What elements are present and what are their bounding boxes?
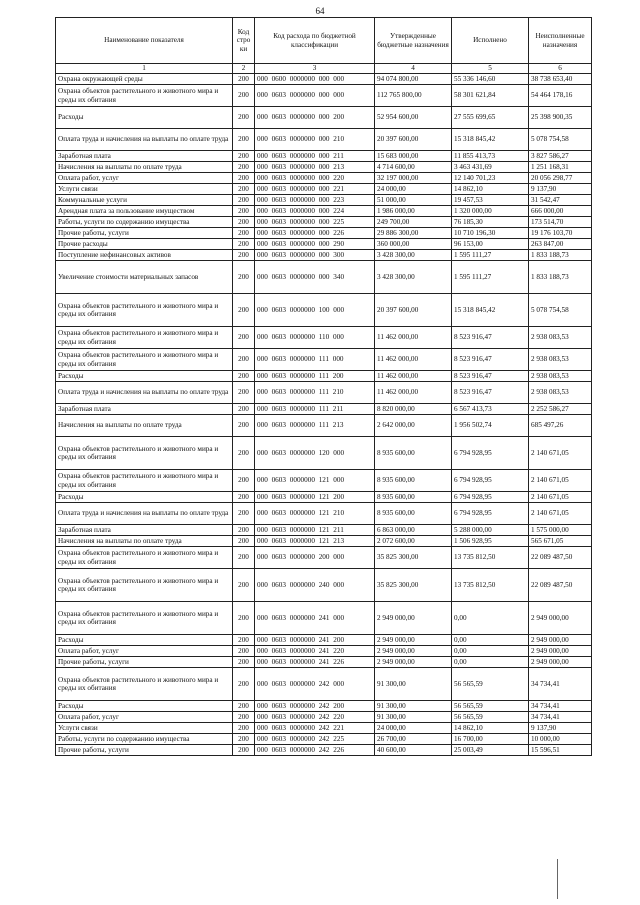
- row-budget-code-cell: 000 0603 0000000 111 200: [255, 371, 375, 382]
- table-row: [56, 162, 592, 173]
- row-executed-cell: 1 320 000,00: [452, 206, 529, 217]
- row-unexecuted-cell: 34 734,41: [529, 712, 592, 723]
- row-executed-cell: 15 318 845,42: [452, 294, 529, 327]
- row-name-cell: Работы, услуги по содержанию имущества: [56, 734, 233, 745]
- row-budget-code-cell: 000 0603 0000000 121 211: [255, 525, 375, 536]
- row-executed-cell: 25 003,49: [452, 745, 529, 756]
- row-approved-cell: 249 700,00: [375, 217, 452, 228]
- row-budget-code-cell: 000 0603 0000000 240 000: [255, 569, 375, 602]
- table-row: [56, 206, 592, 217]
- table-row: [56, 525, 592, 536]
- row-name-cell: Оплата работ, услуг: [56, 646, 233, 657]
- row-approved-cell: 11 462 000,00: [375, 349, 452, 371]
- row-unexecuted-cell: 1 833 188,73: [529, 250, 592, 261]
- table-row: [56, 470, 592, 492]
- row-name-cell: Прочие работы, услуги: [56, 745, 233, 756]
- row-line-cell: 200: [233, 646, 255, 657]
- row-budget-code-cell: 000 0603 0000000 110 000: [255, 327, 375, 349]
- table-row: [56, 151, 592, 162]
- row-line-cell: 200: [233, 74, 255, 85]
- row-unexecuted-cell: 9 137,90: [529, 184, 592, 195]
- row-budget-code-cell: 000 0603 0000000 000 221: [255, 184, 375, 195]
- row-unexecuted-cell: 20 056 298,77: [529, 173, 592, 184]
- table-row: [56, 107, 592, 129]
- table-row: [56, 734, 592, 745]
- row-unexecuted-cell: 2 949 000,00: [529, 635, 592, 646]
- row-name-cell: Оплата труда и начисления на выплаты по оплате труда: [56, 129, 233, 151]
- table-row: [56, 723, 592, 734]
- row-budget-code-cell: 000 0603 0000000 121 000: [255, 470, 375, 492]
- row-executed-cell: 8 523 916,47: [452, 327, 529, 349]
- row-approved-cell: 8 935 600,00: [375, 503, 452, 525]
- row-unexecuted-cell: 31 542,47: [529, 195, 592, 206]
- row-executed-cell: 11 855 413,73: [452, 151, 529, 162]
- row-name-cell: Работы, услуги по содержанию имущества: [56, 217, 233, 228]
- row-budget-code-cell: 000 0603 0000000 242 200: [255, 701, 375, 712]
- row-executed-cell: 76 185,30: [452, 217, 529, 228]
- row-name-cell: Заработная плата: [56, 151, 233, 162]
- row-executed-cell: 6 794 928,95: [452, 470, 529, 492]
- row-name-cell: Расходы: [56, 635, 233, 646]
- row-line-cell: 200: [233, 723, 255, 734]
- row-unexecuted-cell: 15 596,51: [529, 745, 592, 756]
- row-approved-cell: 6 863 000,00: [375, 525, 452, 536]
- row-name-cell: Прочие расходы: [56, 239, 233, 250]
- header-budget-code: Код расхода по бюджетной классификации: [255, 18, 375, 64]
- row-name-cell: Заработная плата: [56, 404, 233, 415]
- row-line-cell: 200: [233, 107, 255, 129]
- row-name-cell: Арендная плата за пользование имуществом: [56, 206, 233, 217]
- row-approved-cell: 52 954 600,00: [375, 107, 452, 129]
- table-row: [56, 217, 592, 228]
- row-name-cell: Увеличение стоимости материальных запасов: [56, 261, 233, 294]
- table-row: [56, 239, 592, 250]
- row-budget-code-cell: 000 0603 0000000 200 000: [255, 547, 375, 569]
- row-budget-code-cell: 000 0603 0000000 000 211: [255, 151, 375, 162]
- table-row: [56, 547, 592, 569]
- row-unexecuted-cell: 2 140 671,05: [529, 492, 592, 503]
- row-name-cell: Охрана объектов растительного и животного мира и среды их обитания: [56, 569, 233, 602]
- table-row: [56, 701, 592, 712]
- row-budget-code-cell: 000 0603 0000000 242 226: [255, 745, 375, 756]
- row-name-cell: Оплата работ, услуг: [56, 173, 233, 184]
- row-approved-cell: 11 462 000,00: [375, 327, 452, 349]
- table-row: [56, 415, 592, 437]
- row-approved-cell: 8 935 600,00: [375, 492, 452, 503]
- row-line-cell: 200: [233, 404, 255, 415]
- table-row: [56, 503, 592, 525]
- row-approved-cell: 8 935 600,00: [375, 437, 452, 470]
- row-budget-code-cell: 000 0603 0000000 111 213: [255, 415, 375, 437]
- row-name-cell: Охрана объектов растительного и животного мира и среды их обитания: [56, 327, 233, 349]
- column-number: 2: [233, 64, 255, 74]
- row-line-cell: 200: [233, 437, 255, 470]
- row-line-cell: 200: [233, 657, 255, 668]
- row-executed-cell: 56 565,59: [452, 701, 529, 712]
- row-executed-cell: 16 700,00: [452, 734, 529, 745]
- row-line-cell: 200: [233, 712, 255, 723]
- row-approved-cell: 112 765 800,00: [375, 85, 452, 107]
- row-executed-cell: 27 555 699,65: [452, 107, 529, 129]
- row-budget-code-cell: 000 0603 0000000 120 000: [255, 437, 375, 470]
- column-number: 3: [255, 64, 375, 74]
- row-unexecuted-cell: 666 000,00: [529, 206, 592, 217]
- budget-execution-table: [55, 17, 592, 756]
- row-approved-cell: 32 197 000,00: [375, 173, 452, 184]
- row-unexecuted-cell: 2 938 083,53: [529, 349, 592, 371]
- row-unexecuted-cell: 1 833 188,73: [529, 261, 592, 294]
- table-row: [56, 602, 592, 635]
- table-row: [56, 492, 592, 503]
- row-executed-cell: 0,00: [452, 602, 529, 635]
- row-approved-cell: 91 300,00: [375, 712, 452, 723]
- row-approved-cell: 2 949 000,00: [375, 635, 452, 646]
- row-budget-code-cell: 000 0603 0000000 000 223: [255, 195, 375, 206]
- column-number: 5: [452, 64, 529, 74]
- row-approved-cell: 35 825 300,00: [375, 547, 452, 569]
- table-row: [56, 657, 592, 668]
- row-executed-cell: 56 565,59: [452, 712, 529, 723]
- row-approved-cell: 3 428 300,00: [375, 261, 452, 294]
- row-approved-cell: 91 300,00: [375, 701, 452, 712]
- row-executed-cell: 58 301 621,84: [452, 85, 529, 107]
- row-executed-cell: 14 862,10: [452, 723, 529, 734]
- row-line-cell: 200: [233, 547, 255, 569]
- row-executed-cell: 8 523 916,47: [452, 382, 529, 404]
- row-unexecuted-cell: 54 464 178,16: [529, 85, 592, 107]
- row-line-cell: 200: [233, 349, 255, 371]
- row-budget-code-cell: 000 0603 0000000 121 213: [255, 536, 375, 547]
- row-unexecuted-cell: 173 514,70: [529, 217, 592, 228]
- row-approved-cell: 11 462 000,00: [375, 382, 452, 404]
- row-line-cell: 200: [233, 239, 255, 250]
- row-line-cell: 200: [233, 492, 255, 503]
- table-row: [56, 382, 592, 404]
- table-body: [56, 74, 592, 756]
- column-number: 1: [56, 64, 233, 74]
- row-budget-code-cell: 000 0603 0000000 000 220: [255, 173, 375, 184]
- row-line-cell: 200: [233, 327, 255, 349]
- row-line-cell: 200: [233, 525, 255, 536]
- row-name-cell: Охрана объектов растительного и животного мира и среды их обитания: [56, 602, 233, 635]
- row-approved-cell: 29 886 300,00: [375, 228, 452, 239]
- column-number-row: [56, 64, 592, 74]
- row-executed-cell: 6 567 413,73: [452, 404, 529, 415]
- row-unexecuted-cell: 2 949 000,00: [529, 657, 592, 668]
- row-line-cell: 200: [233, 536, 255, 547]
- row-approved-cell: 24 000,00: [375, 723, 452, 734]
- row-budget-code-cell: 000 0603 0000000 241 220: [255, 646, 375, 657]
- row-executed-cell: 8 523 916,47: [452, 349, 529, 371]
- row-line-cell: 200: [233, 745, 255, 756]
- row-unexecuted-cell: 263 847,00: [529, 239, 592, 250]
- row-executed-cell: 12 140 701,23: [452, 173, 529, 184]
- row-budget-code-cell: 000 0603 0000000 000 340: [255, 261, 375, 294]
- row-approved-cell: 2 949 000,00: [375, 602, 452, 635]
- row-line-cell: 200: [233, 151, 255, 162]
- row-budget-code-cell: 000 0603 0000000 242 000: [255, 668, 375, 701]
- row-unexecuted-cell: 1 251 168,31: [529, 162, 592, 173]
- row-executed-cell: 3 463 431,69: [452, 162, 529, 173]
- row-unexecuted-cell: 2 949 000,00: [529, 646, 592, 657]
- row-executed-cell: 15 318 845,42: [452, 129, 529, 151]
- row-approved-cell: 11 462 000,00: [375, 371, 452, 382]
- row-line-cell: 200: [233, 371, 255, 382]
- row-executed-cell: 96 153,00: [452, 239, 529, 250]
- column-number: 4: [375, 64, 452, 74]
- row-unexecuted-cell: 10 000,00: [529, 734, 592, 745]
- row-line-cell: 200: [233, 228, 255, 239]
- row-unexecuted-cell: 1 575 000,00: [529, 525, 592, 536]
- row-unexecuted-cell: 2 140 671,05: [529, 437, 592, 470]
- row-approved-cell: 360 000,00: [375, 239, 452, 250]
- row-executed-cell: 56 565,59: [452, 668, 529, 701]
- row-name-cell: Расходы: [56, 371, 233, 382]
- row-line-cell: 200: [233, 415, 255, 437]
- row-executed-cell: 6 794 928,95: [452, 437, 529, 470]
- header-approved: Утвержденные бюджетные назначения: [375, 18, 452, 64]
- row-budget-code-cell: 000 0603 0000000 121 200: [255, 492, 375, 503]
- row-unexecuted-cell: 2 938 083,53: [529, 327, 592, 349]
- row-name-cell: Оплата работ, услуг: [56, 712, 233, 723]
- row-executed-cell: 8 523 916,47: [452, 371, 529, 382]
- row-executed-cell: 10 710 196,30: [452, 228, 529, 239]
- table-row: [56, 536, 592, 547]
- row-budget-code-cell: 000 0603 0000000 242 221: [255, 723, 375, 734]
- row-approved-cell: 91 300,00: [375, 668, 452, 701]
- table-row: [56, 261, 592, 294]
- table-row: [56, 74, 592, 85]
- row-unexecuted-cell: 2 140 671,05: [529, 503, 592, 525]
- row-approved-cell: 94 074 800,00: [375, 74, 452, 85]
- row-name-cell: Охрана объектов растительного и животного мира и среды их обитания: [56, 470, 233, 492]
- row-approved-cell: 8 935 600,00: [375, 470, 452, 492]
- row-executed-cell: 0,00: [452, 657, 529, 668]
- row-name-cell: Охрана объектов растительного и животного мира и среды их обитания: [56, 668, 233, 701]
- row-name-cell: Охрана объектов растительного и животного мира и среды их обитания: [56, 547, 233, 569]
- row-line-cell: 200: [233, 162, 255, 173]
- row-approved-cell: 2 642 000,00: [375, 415, 452, 437]
- row-budget-code-cell: 000 0603 0000000 000 000: [255, 85, 375, 107]
- table-row: [56, 646, 592, 657]
- row-approved-cell: 1 986 000,00: [375, 206, 452, 217]
- row-budget-code-cell: 000 0603 0000000 000 290: [255, 239, 375, 250]
- table-row: [56, 294, 592, 327]
- table-row: [56, 184, 592, 195]
- table-row: [56, 635, 592, 646]
- row-budget-code-cell: 000 0603 0000000 241 200: [255, 635, 375, 646]
- row-approved-cell: 2 072 600,00: [375, 536, 452, 547]
- row-line-cell: 200: [233, 734, 255, 745]
- row-approved-cell: 15 683 000,00: [375, 151, 452, 162]
- row-budget-code-cell: 000 0603 0000000 242 220: [255, 712, 375, 723]
- row-approved-cell: 2 949 000,00: [375, 646, 452, 657]
- row-approved-cell: 40 600,00: [375, 745, 452, 756]
- table-row: [56, 173, 592, 184]
- row-executed-cell: 13 735 812,50: [452, 547, 529, 569]
- row-budget-code-cell: 000 0603 0000000 241 000: [255, 602, 375, 635]
- row-unexecuted-cell: 38 738 653,40: [529, 74, 592, 85]
- row-unexecuted-cell: 565 671,05: [529, 536, 592, 547]
- header-unexecuted: Неисполненные назначения: [529, 18, 592, 64]
- row-line-cell: 200: [233, 503, 255, 525]
- row-unexecuted-cell: 22 089 487,50: [529, 569, 592, 602]
- row-name-cell: Расходы: [56, 107, 233, 129]
- row-budget-code-cell: 000 0603 0000000 000 224: [255, 206, 375, 217]
- table-row: [56, 745, 592, 756]
- table-row: [56, 668, 592, 701]
- row-name-cell: Услуги связи: [56, 723, 233, 734]
- row-budget-code-cell: 000 0603 0000000 111 211: [255, 404, 375, 415]
- row-approved-cell: 8 820 000,00: [375, 404, 452, 415]
- row-unexecuted-cell: 685 497,26: [529, 415, 592, 437]
- row-unexecuted-cell: 2 938 083,53: [529, 371, 592, 382]
- table-row: [56, 327, 592, 349]
- row-budget-code-cell: 000 0603 0000000 100 000: [255, 294, 375, 327]
- row-line-cell: 200: [233, 602, 255, 635]
- row-name-cell: Охрана объектов растительного и животного мира и среды их обитания: [56, 349, 233, 371]
- row-budget-code-cell: 000 0603 0000000 000 300: [255, 250, 375, 261]
- table-row: [56, 349, 592, 371]
- row-budget-code-cell: 000 0603 0000000 000 225: [255, 217, 375, 228]
- row-budget-code-cell: 000 0603 0000000 121 210: [255, 503, 375, 525]
- table-row: [56, 712, 592, 723]
- row-executed-cell: 19 457,53: [452, 195, 529, 206]
- row-executed-cell: 1 595 111,27: [452, 250, 529, 261]
- row-line-cell: 200: [233, 569, 255, 602]
- row-name-cell: Прочие работы, услуги: [56, 657, 233, 668]
- table-row: [56, 437, 592, 470]
- row-name-cell: Охрана объектов растительного и животного мира и среды их обитания: [56, 437, 233, 470]
- row-executed-cell: 5 288 000,00: [452, 525, 529, 536]
- row-line-cell: 200: [233, 184, 255, 195]
- row-name-cell: Начисления на выплаты по оплате труда: [56, 536, 233, 547]
- row-unexecuted-cell: 34 734,41: [529, 668, 592, 701]
- row-budget-code-cell: 000 0600 0000000 000 000: [255, 74, 375, 85]
- row-line-cell: 200: [233, 382, 255, 404]
- row-name-cell: Расходы: [56, 492, 233, 503]
- row-name-cell: Оплата труда и начисления на выплаты по оплате труда: [56, 382, 233, 404]
- row-line-cell: 200: [233, 635, 255, 646]
- row-executed-cell: 6 794 928,95: [452, 503, 529, 525]
- table-row: [56, 195, 592, 206]
- row-unexecuted-cell: 22 089 487,50: [529, 547, 592, 569]
- row-executed-cell: 1 595 111,27: [452, 261, 529, 294]
- table-row: [56, 404, 592, 415]
- row-line-cell: 200: [233, 129, 255, 151]
- row-line-cell: 200: [233, 173, 255, 184]
- row-name-cell: Охрана объектов растительного и животного мира и среды их обитания: [56, 85, 233, 107]
- row-executed-cell: 0,00: [452, 635, 529, 646]
- row-unexecuted-cell: 5 078 754,58: [529, 129, 592, 151]
- row-unexecuted-cell: 34 734,41: [529, 701, 592, 712]
- column-number: 6: [529, 64, 592, 74]
- row-budget-code-cell: 000 0603 0000000 000 226: [255, 228, 375, 239]
- row-approved-cell: 51 000,00: [375, 195, 452, 206]
- row-executed-cell: 55 336 146,60: [452, 74, 529, 85]
- row-executed-cell: 14 862,10: [452, 184, 529, 195]
- row-line-cell: 200: [233, 701, 255, 712]
- row-budget-code-cell: 000 0603 0000000 000 213: [255, 162, 375, 173]
- row-approved-cell: 2 949 000,00: [375, 657, 452, 668]
- row-approved-cell: 35 825 300,00: [375, 569, 452, 602]
- row-line-cell: 200: [233, 668, 255, 701]
- row-name-cell: Прочие работы, услуги: [56, 228, 233, 239]
- row-name-cell: Поступление нефинансовых активов: [56, 250, 233, 261]
- table-row: [56, 569, 592, 602]
- row-executed-cell: 13 735 812,50: [452, 569, 529, 602]
- margin-mark: [557, 859, 558, 899]
- row-line-cell: 200: [233, 206, 255, 217]
- row-approved-cell: 26 700,00: [375, 734, 452, 745]
- row-unexecuted-cell: 2 252 586,27: [529, 404, 592, 415]
- row-budget-code-cell: 000 0603 0000000 111 000: [255, 349, 375, 371]
- page-number: 64: [315, 6, 325, 16]
- row-unexecuted-cell: 3 827 586,27: [529, 151, 592, 162]
- row-line-cell: 200: [233, 217, 255, 228]
- row-line-cell: 200: [233, 195, 255, 206]
- row-budget-code-cell: 000 0603 0000000 000 200: [255, 107, 375, 129]
- table-row: [56, 85, 592, 107]
- header-name: Наименование показателя: [56, 18, 233, 64]
- table-row: [56, 250, 592, 261]
- row-name-cell: Охрана окружающей среды: [56, 74, 233, 85]
- row-budget-code-cell: 000 0603 0000000 000 210: [255, 129, 375, 151]
- row-name-cell: Услуги связи: [56, 184, 233, 195]
- row-budget-code-cell: 000 0603 0000000 241 226: [255, 657, 375, 668]
- row-unexecuted-cell: 19 176 103,70: [529, 228, 592, 239]
- row-executed-cell: 6 794 928,95: [452, 492, 529, 503]
- row-name-cell: Оплата труда и начисления на выплаты по оплате труда: [56, 503, 233, 525]
- row-unexecuted-cell: 25 398 900,35: [529, 107, 592, 129]
- header-line-code: Код стро ки: [233, 18, 255, 64]
- header-executed: Исполнено: [452, 18, 529, 64]
- row-name-cell: Охрана объектов растительного и животного мира и среды их обитания: [56, 294, 233, 327]
- row-approved-cell: 4 714 600,00: [375, 162, 452, 173]
- row-name-cell: Заработная плата: [56, 525, 233, 536]
- row-line-cell: 200: [233, 470, 255, 492]
- table-row: [56, 371, 592, 382]
- row-budget-code-cell: 000 0603 0000000 242 225: [255, 734, 375, 745]
- row-line-cell: 200: [233, 294, 255, 327]
- row-approved-cell: 20 397 600,00: [375, 294, 452, 327]
- row-unexecuted-cell: 2 949 000,00: [529, 602, 592, 635]
- row-executed-cell: 1 956 502,74: [452, 415, 529, 437]
- row-budget-code-cell: 000 0603 0000000 111 210: [255, 382, 375, 404]
- row-name-cell: Расходы: [56, 701, 233, 712]
- row-unexecuted-cell: 5 078 754,58: [529, 294, 592, 327]
- row-line-cell: 200: [233, 250, 255, 261]
- row-approved-cell: 24 000,00: [375, 184, 452, 195]
- row-line-cell: 200: [233, 261, 255, 294]
- row-approved-cell: 20 397 600,00: [375, 129, 452, 151]
- row-executed-cell: 1 506 928,95: [452, 536, 529, 547]
- row-name-cell: Начисления на выплаты по оплате труда: [56, 162, 233, 173]
- table-row: [56, 129, 592, 151]
- row-unexecuted-cell: 2 140 671,05: [529, 470, 592, 492]
- row-executed-cell: 0,00: [452, 646, 529, 657]
- row-unexecuted-cell: 9 137,90: [529, 723, 592, 734]
- row-approved-cell: 3 428 300,00: [375, 250, 452, 261]
- row-name-cell: Коммунальные услуги: [56, 195, 233, 206]
- row-line-cell: 200: [233, 85, 255, 107]
- table-row: [56, 228, 592, 239]
- row-unexecuted-cell: 2 938 083,53: [529, 382, 592, 404]
- row-name-cell: Начисления на выплаты по оплате труда: [56, 415, 233, 437]
